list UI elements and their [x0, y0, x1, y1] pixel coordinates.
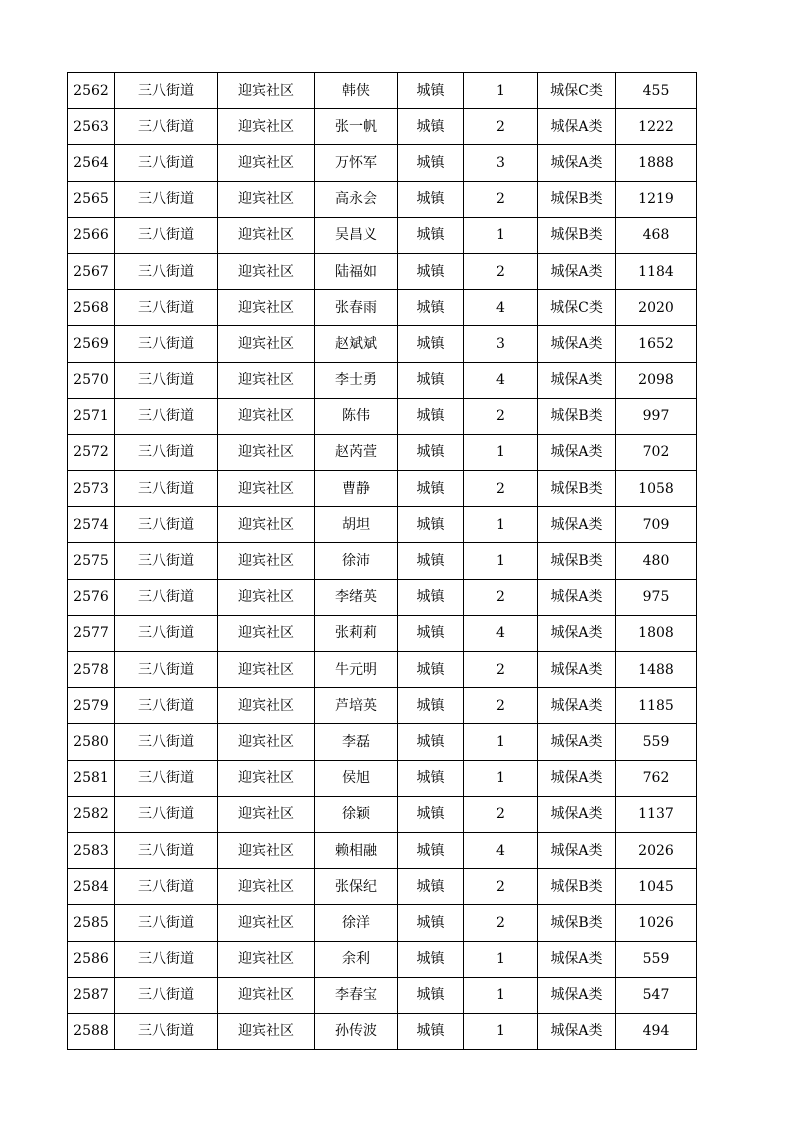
amount-cell: 1488 [616, 652, 697, 688]
household-size-cell: 2 [464, 181, 538, 217]
table-row [68, 471, 697, 507]
table-row [68, 145, 697, 181]
record-number-cell: 2585 [68, 905, 115, 941]
record-number-cell: 2565 [68, 181, 115, 217]
amount-cell: 2098 [616, 362, 697, 398]
area-type-cell: 城镇 [398, 652, 464, 688]
community-cell: 迎宾社区 [218, 543, 315, 579]
record-number-cell: 2586 [68, 941, 115, 977]
insurance-category-cell: 城保A类 [538, 326, 616, 362]
amount-cell: 1045 [616, 869, 697, 905]
street-cell: 三八街道 [115, 869, 218, 905]
name-cell: 韩侠 [315, 73, 398, 109]
insurance-category-cell: 城保A类 [538, 507, 616, 543]
household-size-cell: 2 [464, 796, 538, 832]
household-size-cell: 1 [464, 724, 538, 760]
community-cell: 迎宾社区 [218, 796, 315, 832]
amount-cell: 468 [616, 217, 697, 253]
household-size-cell: 2 [464, 579, 538, 615]
record-number-cell: 2583 [68, 832, 115, 868]
record-number-cell: 2588 [68, 1013, 115, 1049]
amount-cell: 1026 [616, 905, 697, 941]
amount-cell: 1652 [616, 326, 697, 362]
amount-cell: 559 [616, 724, 697, 760]
street-cell: 三八街道 [115, 253, 218, 289]
name-cell: 侯旭 [315, 760, 398, 796]
insurance-category-cell: 城保A类 [538, 615, 616, 651]
name-cell: 徐洋 [315, 905, 398, 941]
table-row [68, 724, 697, 760]
insurance-category-cell: 城保B类 [538, 217, 616, 253]
household-size-cell: 2 [464, 109, 538, 145]
name-cell: 孙传波 [315, 1013, 398, 1049]
area-type-cell: 城镇 [398, 760, 464, 796]
insurance-category-cell: 城保B类 [538, 471, 616, 507]
table-row [68, 109, 697, 145]
record-number-cell: 2571 [68, 398, 115, 434]
record-number-cell: 2576 [68, 579, 115, 615]
area-type-cell: 城镇 [398, 398, 464, 434]
area-type-cell: 城镇 [398, 724, 464, 760]
household-size-cell: 1 [464, 760, 538, 796]
amount-cell: 709 [616, 507, 697, 543]
name-cell: 李绪英 [315, 579, 398, 615]
amount-cell: 455 [616, 73, 697, 109]
area-type-cell: 城镇 [398, 362, 464, 398]
community-cell: 迎宾社区 [218, 181, 315, 217]
street-cell: 三八街道 [115, 615, 218, 651]
amount-cell: 1222 [616, 109, 697, 145]
name-cell: 陈伟 [315, 398, 398, 434]
community-cell: 迎宾社区 [218, 615, 315, 651]
record-number-cell: 2575 [68, 543, 115, 579]
record-number-cell: 2566 [68, 217, 115, 253]
community-cell: 迎宾社区 [218, 977, 315, 1013]
record-number-cell: 2570 [68, 362, 115, 398]
household-size-cell: 2 [464, 905, 538, 941]
area-type-cell: 城镇 [398, 977, 464, 1013]
name-cell: 李士勇 [315, 362, 398, 398]
table-row [68, 507, 697, 543]
name-cell: 徐颖 [315, 796, 398, 832]
record-number-cell: 2578 [68, 652, 115, 688]
record-number-cell: 2563 [68, 109, 115, 145]
record-number-cell: 2567 [68, 253, 115, 289]
name-cell: 赵芮萱 [315, 434, 398, 470]
amount-cell: 494 [616, 1013, 697, 1049]
household-size-cell: 2 [464, 471, 538, 507]
name-cell: 芦培英 [315, 688, 398, 724]
table-row [68, 181, 697, 217]
table-row [68, 217, 697, 253]
name-cell: 陆福如 [315, 253, 398, 289]
community-cell: 迎宾社区 [218, 145, 315, 181]
table-row [68, 832, 697, 868]
community-cell: 迎宾社区 [218, 434, 315, 470]
community-cell: 迎宾社区 [218, 471, 315, 507]
record-number-cell: 2574 [68, 507, 115, 543]
amount-cell: 1137 [616, 796, 697, 832]
insurance-category-cell: 城保A类 [538, 434, 616, 470]
record-number-cell: 2572 [68, 434, 115, 470]
name-cell: 赖相融 [315, 832, 398, 868]
name-cell: 张春雨 [315, 290, 398, 326]
area-type-cell: 城镇 [398, 507, 464, 543]
area-type-cell: 城镇 [398, 1013, 464, 1049]
street-cell: 三八街道 [115, 217, 218, 253]
street-cell: 三八街道 [115, 543, 218, 579]
amount-cell: 547 [616, 977, 697, 1013]
insurance-category-cell: 城保B类 [538, 543, 616, 579]
table-row [68, 977, 697, 1013]
table-row [68, 434, 697, 470]
name-cell: 余利 [315, 941, 398, 977]
name-cell: 赵斌斌 [315, 326, 398, 362]
amount-cell: 480 [616, 543, 697, 579]
area-type-cell: 城镇 [398, 543, 464, 579]
community-cell: 迎宾社区 [218, 832, 315, 868]
name-cell: 曹静 [315, 471, 398, 507]
area-type-cell: 城镇 [398, 181, 464, 217]
insurance-category-cell: 城保A类 [538, 253, 616, 289]
household-size-cell: 4 [464, 832, 538, 868]
community-cell: 迎宾社区 [218, 109, 315, 145]
name-cell: 李磊 [315, 724, 398, 760]
table-row [68, 796, 697, 832]
area-type-cell: 城镇 [398, 326, 464, 362]
street-cell: 三八街道 [115, 652, 218, 688]
table-row [68, 398, 697, 434]
insurance-category-cell: 城保C类 [538, 73, 616, 109]
street-cell: 三八街道 [115, 398, 218, 434]
area-type-cell: 城镇 [398, 832, 464, 868]
area-type-cell: 城镇 [398, 869, 464, 905]
name-cell: 徐沛 [315, 543, 398, 579]
amount-cell: 2026 [616, 832, 697, 868]
table-row [68, 615, 697, 651]
community-cell: 迎宾社区 [218, 905, 315, 941]
community-cell: 迎宾社区 [218, 579, 315, 615]
community-cell: 迎宾社区 [218, 290, 315, 326]
table-row [68, 941, 697, 977]
record-number-cell: 2581 [68, 760, 115, 796]
street-cell: 三八街道 [115, 688, 218, 724]
street-cell: 三八街道 [115, 832, 218, 868]
amount-cell: 997 [616, 398, 697, 434]
amount-cell: 559 [616, 941, 697, 977]
amount-cell: 975 [616, 579, 697, 615]
area-type-cell: 城镇 [398, 145, 464, 181]
insurance-category-cell: 城保B类 [538, 869, 616, 905]
household-size-cell: 1 [464, 73, 538, 109]
area-type-cell: 城镇 [398, 73, 464, 109]
street-cell: 三八街道 [115, 724, 218, 760]
record-number-cell: 2569 [68, 326, 115, 362]
record-number-cell: 2580 [68, 724, 115, 760]
table-row [68, 290, 697, 326]
record-number-cell: 2577 [68, 615, 115, 651]
insurance-category-cell: 城保A类 [538, 796, 616, 832]
street-cell: 三八街道 [115, 507, 218, 543]
record-number-cell: 2562 [68, 73, 115, 109]
amount-cell: 1185 [616, 688, 697, 724]
street-cell: 三八街道 [115, 1013, 218, 1049]
household-size-cell: 2 [464, 688, 538, 724]
street-cell: 三八街道 [115, 326, 218, 362]
name-cell: 胡坦 [315, 507, 398, 543]
household-size-cell: 1 [464, 1013, 538, 1049]
street-cell: 三八街道 [115, 905, 218, 941]
table-row [68, 869, 697, 905]
household-size-cell: 2 [464, 253, 538, 289]
street-cell: 三八街道 [115, 73, 218, 109]
table-row [68, 688, 697, 724]
table-row [68, 652, 697, 688]
insurance-category-cell: 城保A类 [538, 832, 616, 868]
insurance-category-cell: 城保B类 [538, 905, 616, 941]
name-cell: 万怀军 [315, 145, 398, 181]
table-row [68, 73, 697, 109]
insurance-category-cell: 城保A类 [538, 724, 616, 760]
community-cell: 迎宾社区 [218, 73, 315, 109]
area-type-cell: 城镇 [398, 579, 464, 615]
name-cell: 高永会 [315, 181, 398, 217]
community-cell: 迎宾社区 [218, 1013, 315, 1049]
household-size-cell: 3 [464, 145, 538, 181]
area-type-cell: 城镇 [398, 905, 464, 941]
table-row [68, 905, 697, 941]
household-size-cell: 1 [464, 507, 538, 543]
street-cell: 三八街道 [115, 362, 218, 398]
area-type-cell: 城镇 [398, 796, 464, 832]
community-cell: 迎宾社区 [218, 652, 315, 688]
insurance-category-cell: 城保A类 [538, 652, 616, 688]
household-size-cell: 1 [464, 977, 538, 1013]
area-type-cell: 城镇 [398, 941, 464, 977]
amount-cell: 762 [616, 760, 697, 796]
table-row [68, 579, 697, 615]
table-row [68, 253, 697, 289]
street-cell: 三八街道 [115, 434, 218, 470]
insurance-category-cell: 城保A类 [538, 109, 616, 145]
amount-cell: 1184 [616, 253, 697, 289]
record-number-cell: 2573 [68, 471, 115, 507]
area-type-cell: 城镇 [398, 109, 464, 145]
name-cell: 张莉莉 [315, 615, 398, 651]
household-size-cell: 4 [464, 362, 538, 398]
name-cell: 李春宝 [315, 977, 398, 1013]
record-number-cell: 2568 [68, 290, 115, 326]
insurance-category-cell: 城保A类 [538, 1013, 616, 1049]
record-number-cell: 2587 [68, 977, 115, 1013]
insurance-category-cell: 城保A类 [538, 579, 616, 615]
household-size-cell: 3 [464, 326, 538, 362]
household-size-cell: 1 [464, 543, 538, 579]
amount-cell: 1808 [616, 615, 697, 651]
household-size-cell: 1 [464, 217, 538, 253]
community-cell: 迎宾社区 [218, 362, 315, 398]
street-cell: 三八街道 [115, 290, 218, 326]
household-size-cell: 2 [464, 869, 538, 905]
street-cell: 三八街道 [115, 579, 218, 615]
community-cell: 迎宾社区 [218, 869, 315, 905]
record-number-cell: 2564 [68, 145, 115, 181]
household-size-cell: 2 [464, 398, 538, 434]
street-cell: 三八街道 [115, 109, 218, 145]
record-number-cell: 2584 [68, 869, 115, 905]
community-cell: 迎宾社区 [218, 217, 315, 253]
street-cell: 三八街道 [115, 181, 218, 217]
community-cell: 迎宾社区 [218, 326, 315, 362]
insurance-category-cell: 城保B类 [538, 181, 616, 217]
name-cell: 牛元明 [315, 652, 398, 688]
table-row [68, 326, 697, 362]
street-cell: 三八街道 [115, 760, 218, 796]
household-size-cell: 4 [464, 290, 538, 326]
records-table [67, 72, 697, 1050]
household-size-cell: 4 [464, 615, 538, 651]
insurance-category-cell: 城保C类 [538, 290, 616, 326]
community-cell: 迎宾社区 [218, 398, 315, 434]
amount-cell: 2020 [616, 290, 697, 326]
records-table-body [68, 73, 697, 1050]
insurance-category-cell: 城保A类 [538, 145, 616, 181]
household-size-cell: 2 [464, 652, 538, 688]
community-cell: 迎宾社区 [218, 507, 315, 543]
household-size-cell: 1 [464, 434, 538, 470]
street-cell: 三八街道 [115, 941, 218, 977]
name-cell: 吴昌义 [315, 217, 398, 253]
insurance-category-cell: 城保A类 [538, 941, 616, 977]
table-row [68, 543, 697, 579]
insurance-category-cell: 城保A类 [538, 362, 616, 398]
street-cell: 三八街道 [115, 796, 218, 832]
name-cell: 张保纪 [315, 869, 398, 905]
area-type-cell: 城镇 [398, 688, 464, 724]
table-row [68, 760, 697, 796]
amount-cell: 702 [616, 434, 697, 470]
community-cell: 迎宾社区 [218, 688, 315, 724]
area-type-cell: 城镇 [398, 434, 464, 470]
table-row [68, 1013, 697, 1049]
household-size-cell: 1 [464, 941, 538, 977]
community-cell: 迎宾社区 [218, 941, 315, 977]
name-cell: 张一帆 [315, 109, 398, 145]
amount-cell: 1058 [616, 471, 697, 507]
insurance-category-cell: 城保A类 [538, 760, 616, 796]
insurance-category-cell: 城保B类 [538, 398, 616, 434]
community-cell: 迎宾社区 [218, 253, 315, 289]
table-row [68, 362, 697, 398]
area-type-cell: 城镇 [398, 471, 464, 507]
community-cell: 迎宾社区 [218, 724, 315, 760]
record-number-cell: 2579 [68, 688, 115, 724]
area-type-cell: 城镇 [398, 290, 464, 326]
area-type-cell: 城镇 [398, 253, 464, 289]
street-cell: 三八街道 [115, 977, 218, 1013]
insurance-category-cell: 城保A类 [538, 977, 616, 1013]
area-type-cell: 城镇 [398, 217, 464, 253]
amount-cell: 1888 [616, 145, 697, 181]
area-type-cell: 城镇 [398, 615, 464, 651]
community-cell: 迎宾社区 [218, 760, 315, 796]
record-number-cell: 2582 [68, 796, 115, 832]
insurance-category-cell: 城保A类 [538, 688, 616, 724]
street-cell: 三八街道 [115, 471, 218, 507]
street-cell: 三八街道 [115, 145, 218, 181]
amount-cell: 1219 [616, 181, 697, 217]
